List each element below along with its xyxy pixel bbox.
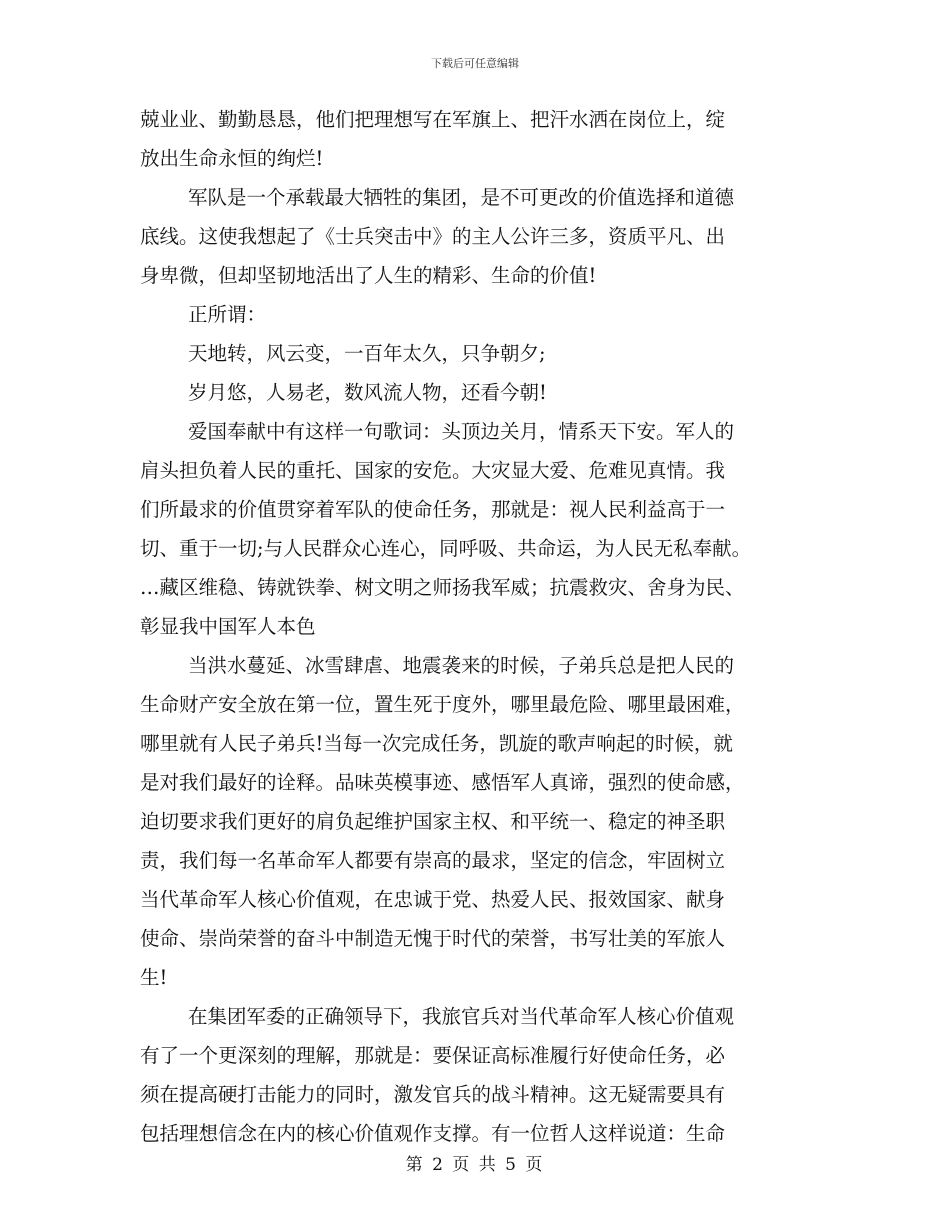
text-line: 正所谓： (188, 303, 267, 326)
text-line: 使命、崇尚荣誉的奋斗中制造无愧于时代的荣誉，书写壮美的军旅人 (140, 927, 726, 950)
text-line: 生命财产安全放在第一位，置生死于度外，哪里最危险、哪里最困难， (140, 693, 745, 716)
text-line: 天地转，风云变，一百年太久，只争朝夕; (188, 342, 546, 365)
text-line: 生! (140, 966, 168, 989)
text-line: 们所最求的价值贯穿着军队的使命任务，那就是：视人民利益高于一 (140, 498, 726, 521)
text-line: 兢业业、勤勤恳恳，他们把理想写在军旗上、把汗水洒在岗位上，绽 (140, 108, 726, 131)
page-header: 下载后可任意编辑 (431, 57, 519, 70)
text-line: 切、重于一切;与人民群众心连心，同呼吸、共命运，为人民无私奉献。 (140, 537, 752, 560)
text-line: 当代革命军人核心价值观，在忠诚于党、热爱人民、报效国家、献身 (140, 888, 726, 911)
text-line: 迫切要求我们更好的肩负起维护国家主权、和平统一、稳定的神圣职 (140, 810, 726, 833)
text-line: 军队是一个承载最大牺牲的集团，是不可更改的价值选择和道德 (188, 186, 735, 209)
text-line: 爱国奉献中有这样一句歌词：头顶边关月，情系天下安。军人的 (188, 420, 735, 443)
text-line: 肩头担负着人民的重托、国家的安危。大灾显大爱、危难见真情。我 (140, 459, 726, 482)
text-line: 身卑微，但却坚韧地活出了人生的精彩、生命的价值! (140, 264, 597, 287)
text-line: 须在提高硬打击能力的同时，激发官兵的战斗精神。这无疑需要具有 (140, 1083, 726, 1106)
document-body (140, 100, 830, 1153)
text-line: 是对我们最好的诠释。品味英模事迹、感悟军人真谛，强烈的使命感， (140, 771, 745, 794)
text-line: 哪里就有人民子弟兵!当每一次完成任务，凯旋的歌声响起的时候，就 (140, 732, 733, 755)
text-line: 放出生命永恒的绚烂! (140, 147, 324, 170)
text-line: 底线。这使我想起了《士兵突击中》的主人公许三多，资质平凡、出 (140, 225, 726, 248)
text-line: 岁月悠，人易老，数风流人物，还看今朝! (188, 381, 547, 404)
text-line: 在集团军委的正确领导下，我旅官兵对当代革命军人核心价值观 (188, 1005, 735, 1028)
text-line: 责，我们每一名革命军人都要有崇高的最求，坚定的信念，牢固树立 (140, 849, 726, 872)
page-number-footer: 第 2 页 共 5 页 (405, 1155, 545, 1175)
text-line: 彰显我中国军人本色 (140, 615, 316, 638)
text-line: …藏区维稳、铸就铁拳、树文明之师扬我军威；抗震救灾、舍身为民、 (140, 576, 745, 599)
text-line: 有了一个更深刻的理解，那就是：要保证高标准履行好使命任务，必 (140, 1044, 726, 1067)
text-line: 包括理想信念在内的核心价值观作支撑。有一位哲人这样说道：生命 (140, 1122, 726, 1145)
text-line: 当洪水蔓延、冰雪肆虐、地震袭来的时候，子弟兵总是把人民的 (188, 654, 735, 677)
